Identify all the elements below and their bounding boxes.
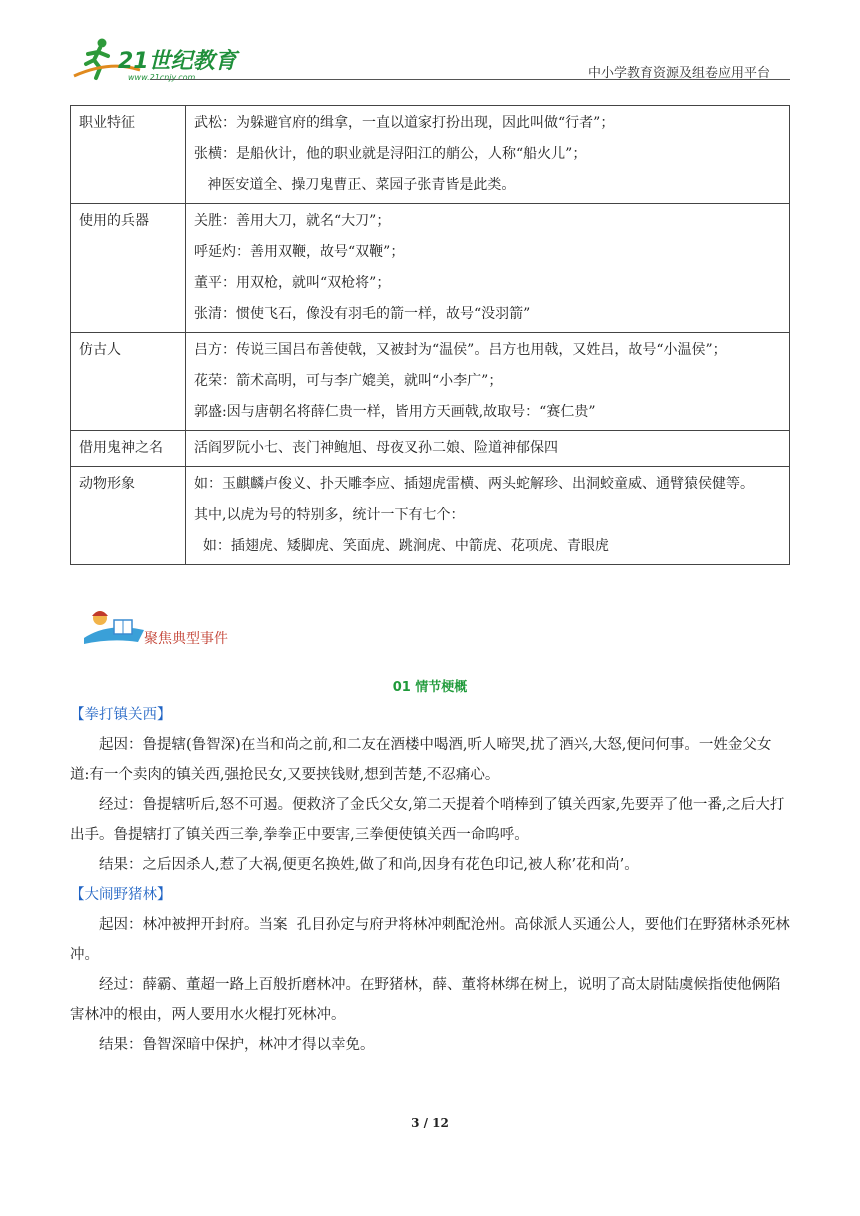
page-number: 3 / 12: [411, 1116, 449, 1130]
table-row: [71, 431, 790, 467]
content-line: 活阎罗阮小七、丧门神鲍旭、母夜叉孙二娘、险道神郁保四: [194, 440, 558, 456]
content-line: 关胜：善用大刀，就名“大刀”；: [194, 213, 391, 229]
event-title: 【拳打镇关西】: [70, 707, 172, 723]
focus-banner: [78, 608, 278, 648]
content-line: 郭盛:因与唐朝名将薛仁贵一样，皆用方天画戟,故取号：“赛仁贵”: [194, 404, 596, 420]
event-title: 【大闹野猪林】: [70, 887, 172, 903]
content-line: 如：玉麒麟卢俊义、扑天雕李应、插翅虎雷横、两头蛇解珍、出洞蛟童威、通臂猿侯健等。: [194, 476, 754, 492]
content-line: 武松：为躲避官府的缉拿，一直以道家打扮出现，因此叫做“行者”；: [194, 115, 615, 131]
category-cell: 职业特征: [71, 106, 186, 204]
table-row: [71, 204, 790, 333]
content-line: 花荣：箭术高明，可与李广媲美，就叫“小李广”；: [194, 373, 503, 389]
event-paragraph: 结果：鲁智深暗中保护，林冲才得以幸免。: [99, 1037, 375, 1053]
event-paragraph: 起因：鲁提辖(鲁智深)在当和尚之前,和二友在酒楼中喝酒,听人啼哭,扰了酒兴,大怒,便问何事。一姓金父女道:有一个卖肉的镇关西,强抢民女,又要挟钱财,想到苦楚,不忍痛心。: [70, 737, 772, 783]
event-paragraph: 经过：鲁提辖听后,怒不可遏。便救济了金氏父女,第二天提着个哨棒到了镇关西家,先要弄了他一番,之后大打出手。鲁提辖打了镇关西三拳,拳拳正中要害,三拳便使镇关西一命呜呼。: [70, 797, 785, 843]
content-line: 吕方：传说三国吕布善使戟，又被封为“温侯”。吕方也用戟，又姓吕，故号“小温侯”；: [194, 342, 727, 358]
focus-label: 聚焦典型事件: [144, 631, 228, 647]
header-divider: [150, 79, 790, 80]
content-line: 如：插翅虎、矮脚虎、笑面虎、跳涧虎、中箭虎、花项虎、青眼虎: [194, 538, 609, 554]
content-line: 神医安道全、操刀鬼曹正、菜园子张青皆是此类。: [194, 177, 516, 193]
category-cell: 使用的兵器: [71, 204, 186, 333]
section-title: 01 情节梗概: [392, 680, 468, 695]
content-line: 张横：是船伙计，他的职业就是浔阳江的艄公，人称“船火儿”；: [194, 146, 587, 162]
content-cell: [186, 333, 790, 431]
category-cell: 仿古人: [71, 333, 186, 431]
content-cell: [186, 204, 790, 333]
header-title: 中小学教育资源及组卷应用平台: [587, 66, 770, 81]
page-header: [70, 34, 790, 84]
event-paragraph: 结果：之后因杀人,惹了大祸,便更名换姓,做了和尚,因身有花色印记,被人称’花和尚’。: [99, 857, 639, 873]
logo: [70, 34, 250, 84]
content-line: 呼延灼：善用双鞭，故号“双鞭”；: [194, 244, 405, 260]
nickname-table: [70, 105, 790, 565]
content-line: 其中,以虎为号的特别多，统计一下有七个：: [194, 507, 465, 523]
event-paragraph: 起因：林冲被押开封府。当案 孔目孙定与府尹将林冲刺配沧州。高俅派人买通公人，要他们在野猪林杀死林冲。: [70, 917, 790, 963]
event-paragraph: 经过：薛霸、董超一路上百般折磨林冲。在野猪林，薛、董将林绑在树上，说明了高太尉陆虞候指使他俩陷害林冲的根由，两人要用水火棍打死林冲。: [70, 977, 781, 1023]
content-line: 张清：惯使飞石，像没有羽毛的箭一样，故号“没羽箭”: [194, 306, 531, 322]
content-line: 董平：用双枪，就叫“双枪将”；: [194, 275, 391, 291]
content-cell: [186, 467, 790, 565]
reading-child-icon: [78, 608, 148, 648]
content-cell: [186, 106, 790, 204]
logo-text: 21世纪教育: [118, 49, 237, 74]
content-cell: [186, 431, 790, 467]
table-row: [71, 106, 790, 204]
category-cell: 动物形象: [71, 467, 186, 565]
logo-url-text: www.21cnjy.com: [128, 73, 196, 82]
category-cell: 借用鬼神之名: [71, 431, 186, 467]
table-row: [71, 333, 790, 431]
table-row: [71, 467, 790, 565]
events-body: [70, 700, 790, 1060]
